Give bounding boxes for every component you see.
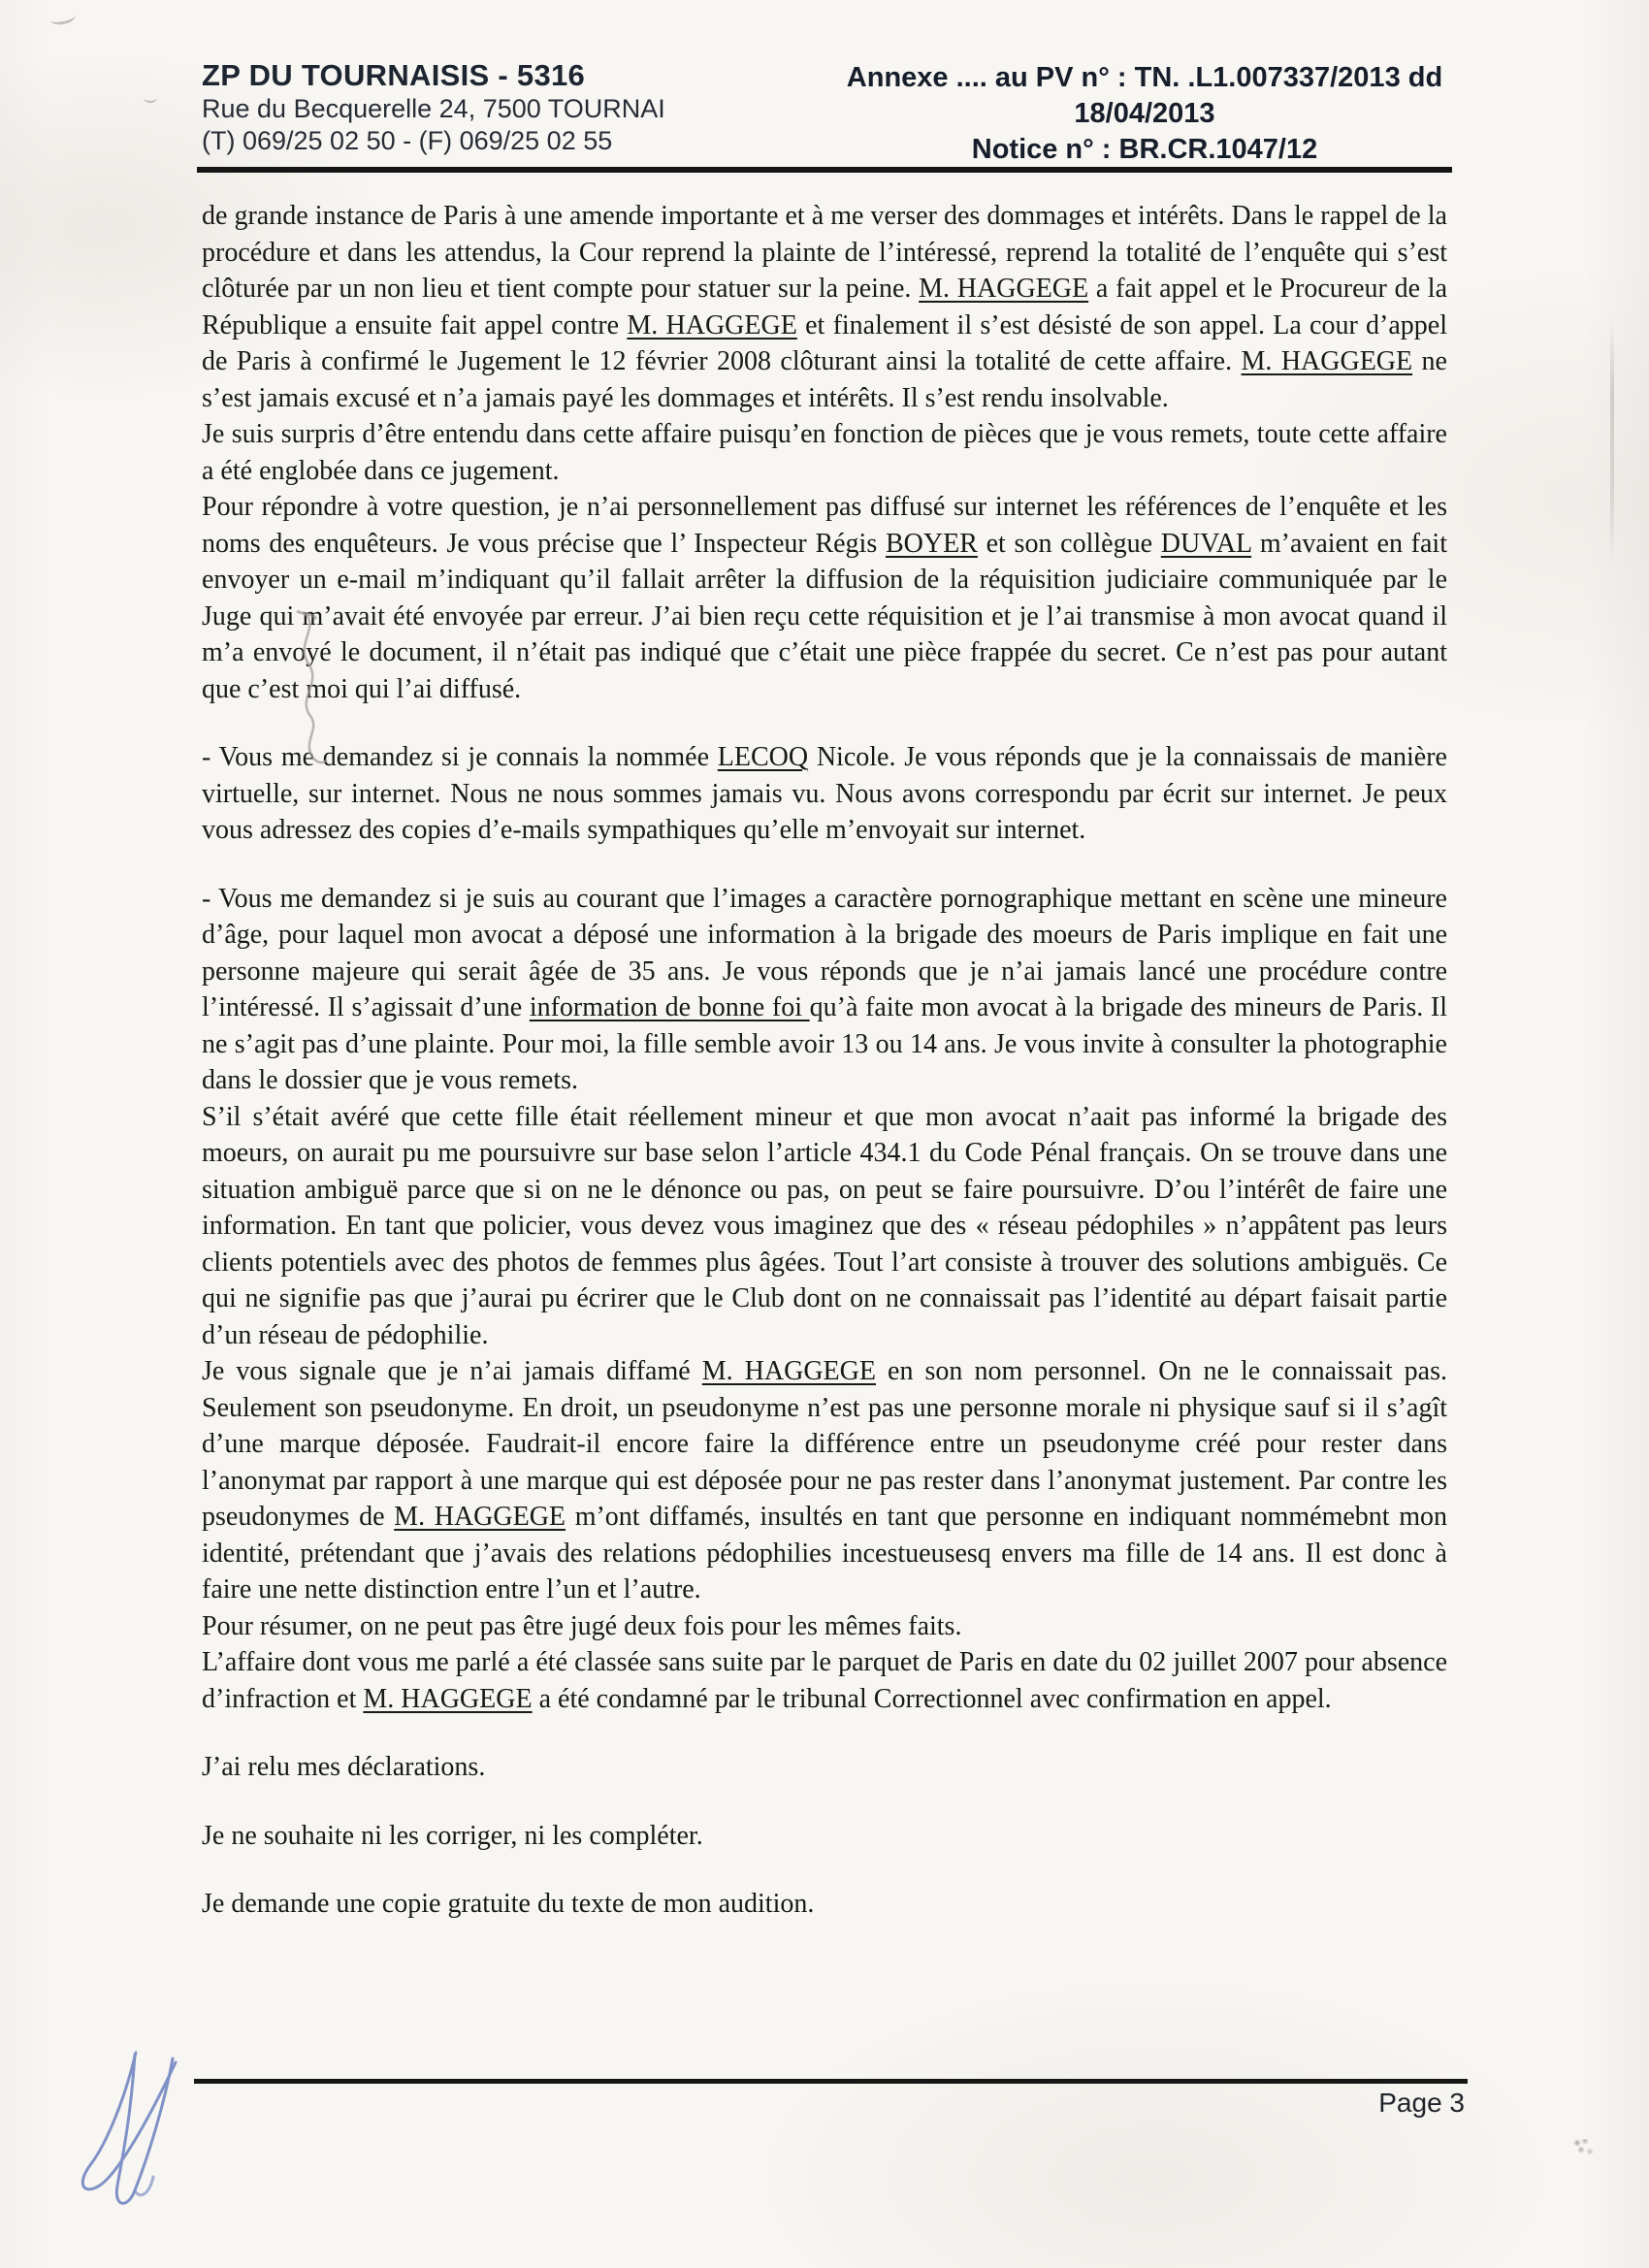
paragraph: L’affaire dont vous me parlé a été classée sans suite par le parquet de Paris en date du 02 juillet 2007 pour absence d’infraction et M. HAGGEGE a été condamné par le tribunal Correctionnel avec confirmation en appel. [202, 1647, 1447, 1714]
paragraph: J’ai relu mes déclarations. [202, 1752, 486, 1782]
agency-block [202, 58, 665, 157]
scan-speck-artifact [1573, 2139, 1595, 2155]
header-rule [197, 167, 1452, 173]
paragraph: Pour répondre à votre question, je n’ai personnellement pas diffusé sur internet les références de l’enquête et les noms des enquêteurs. Je vous précise que l’ Inspecteur Régis BOYER et son collègue DUVAL m’avaient en fait envoyer un e-mail m’indiquant qu’il fallait arrêter la diffusion de la réquisition judiciaire communiquée par le Juge qui m’avait été envoyée par erreur. J’ai bien reçu cette réquisition et je l’ai transmise à mon avocat quand il m’a envoyé le document, il n’était pas indiqué que c’était une pièce frappée du secret. Ce n’est pas pour autant que c’est moi qui l’ai diffusé. [202, 492, 1447, 704]
paragraph: S’il s’était avéré que cette fille était réellement mineur et que mon avocat n’aait pas informé la brigade des moeurs, on aurait pu me poursuivre sur base selon l’article 434.1 du Code Pénal français. On se trouve dans une situation ambiguë parce que si on ne le dénonce ou pas, on peut se faire poursuivre. D’ou l’intérêt de faire une information. En tant que policier, vous devez vous imaginez que des « réseau pédophiles » n’appâtent pas leurs clients potentiels avec des photos de femmes plus âgées. Tout l’art consiste à trouver des solutions ambiguës. Ce qui ne signifie pas que j’aurai pu écrirer que le Club dont on ne connaissait pas l’identité au départ faisait partie d’un réseau de pédophilie. [202, 1101, 1447, 1350]
underlined-text: M. HAGGEGE [627, 309, 797, 340]
document-body [202, 198, 1447, 1923]
annexe-block [830, 60, 1459, 168]
underlined-text: information de bonne foi [529, 992, 810, 1022]
scan-streak-artifact [1610, 320, 1614, 563]
paragraph: de grande instance de Paris à une amende importante et à me verser des dommages et intérêts. Dans le rappel de la procédure et dans les attendus, la Cour reprend la plainte de l’intéressé, reprend la totalité de l’enquête qui s’est clôturée par un non lieu et tient compte pour statuer sur la peine. M. HAGGEGE a fait appel et le Procureur de la République a ensuite fait appel contre M. HAGGEGE et finalement il s’est désisté de son appel. La cour d’appel de Paris à confirmé le Jugement le 12 février 2008 clôturant ainsi la totalité de cette affaire. M. HAGGEGE ne s’est jamais excusé et n’a jamais payé les dommages et intérêts. Il s’est rendu insolvable. [202, 201, 1447, 413]
underlined-text: M. HAGGEGE [919, 274, 1089, 304]
footer-rule [194, 2079, 1468, 2084]
underlined-text: M. HAGGEGE [363, 1683, 533, 1714]
paragraph: Pour résumer, on ne peut pas être jugé deux fois pour les mêmes faits. [202, 1610, 962, 1641]
paragraph: Je suis surpris d’être entendu dans cette affaire puisqu’en fonction de pièces que je vous remets, toute cette affaire a été englobée dans ce jugement. [202, 419, 1447, 486]
underlined-text: LECOQ [717, 742, 809, 772]
underlined-text: DUVAL [1160, 528, 1252, 559]
paragraph: - Vous me demandez si je connais la nommée LECOQ Nicole. Je vous réponds que je la connaissais de manière virtuelle, sur internet. Nous ne nous sommes jamais vu. Nous avons correspondu par écrit sur internet. Je peux vous adressez des copies d’e-mails sympathiques qu’elle m’envoyait sur internet. [202, 742, 1447, 845]
scan-speck-artifact [144, 93, 157, 103]
underlined-text: M. HAGGEGE [394, 1502, 566, 1532]
underlined-text: M. HAGGEGE [1241, 346, 1413, 376]
underlined-text: BOYER [885, 528, 978, 559]
agency-name: ZP DU TOURNAISIS - 5316 [202, 58, 586, 92]
paragraph: Je vous signale que je n’ai jamais diffamé M. HAGGEGE en son nom personnel. On ne le connaissait pas. Seulement son pseudonyme. En droit, un pseudonyme n’est pas une personne morale ni physique sauf si il s’agît d’une marque déposée. Faudrait-il encore faire la différence entre un pseudonyme créé pour rester dans l’anonymat par rapport à une marque qui est déposée pour ne pas rester dans l’anonymat justement. Par contre les pseudonymes de M. HAGGEGE m’ont diffamés, insultés en tant que personne en indiquant nommémebnt mon identité, prétendant que j’avais des relations pédophilies incestueusesq envers ma fille de 14 ans. Il est donc à faire une nette distinction entre l’un et l’autre. [202, 1356, 1447, 1604]
agency-address: Rue du Becquerelle 24, 7500 TOURNAI [202, 94, 665, 123]
agency-phone: (T) 069/25 02 50 - (F) 069/25 02 55 [202, 126, 613, 155]
annexe-notice-number: Notice n° : BR.CR.1047/12 [971, 134, 1318, 165]
paragraph: Je ne souhaite ni les corriger, ni les compléter. [202, 1820, 703, 1851]
annexe-date: 18/04/2013 [1074, 98, 1215, 129]
annexe-pv-number: Annexe .... au PV n° : TN. .L1.007337/2013 dd [846, 62, 1443, 93]
paragraph: Je demande une copie gratuite du texte de mon audition. [202, 1889, 815, 1919]
page-number: Page 3 [1378, 2088, 1465, 2118]
underlined-text: M. HAGGEGE [701, 1356, 876, 1386]
paragraph: - Vous me demandez si je suis au courant que l’images a caractère pornographique mettant en scène une mineure d’âge, pour laquel mon avocat a déposé une information à la brigade des moeurs de Paris implique en fait une personne majeure qui serait âgée de 35 ans. Je vous réponds que je n’ai jamais lancé une procédure contre l’intéressé. Il s’agissait d’une information de bonne foi qu’à faite mon avocat à la brigade des mineurs de Paris. Il ne s’agit pas d’une plainte. Pour moi, la fille semble avoir 13 ou 14 ans. Je vous invite à consulter la photographie dans le dossier que je vous remets. [202, 883, 1448, 1095]
scan-speck-artifact [49, 9, 77, 26]
handwritten-signature [39, 2029, 233, 2223]
